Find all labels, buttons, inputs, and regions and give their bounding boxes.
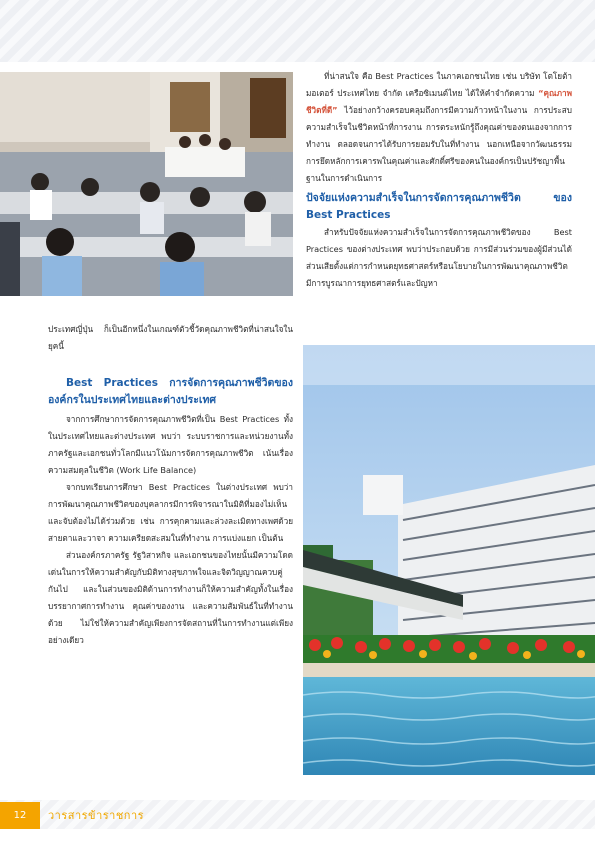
right-paragraph-1	[306, 68, 572, 187]
left-spill-paragraph: ประเทศญี่ปุ่น ก็เป็นอีกหนึ่งในเกณฑ์ตัวชี้วัดคุณภาพชีวิตที่น่าสนใจในยุคนี้	[48, 324, 293, 351]
left-column-text	[48, 375, 293, 649]
page-number: 12	[0, 802, 40, 829]
left-spill-text	[48, 321, 293, 355]
building-pool-photo	[303, 345, 595, 775]
right-column-text	[306, 68, 572, 292]
right-paragraph-2: สำหรับปัจจัยแห่งความสำเร็จในการจัดการคุณภาพชีวิตของ Best Practices ของต่างประเทศ พบว่าประกอบด้วย การมีส่วนร่วมของผู้มีส่วนได้ส่วนเสียตั้งแต่การกำหนดยุทธศาสตร์หรือนโยบายในการพัฒนาคุณภาพชีวิต มีการบูรณาการยุทธศาสตร์และปัญหา	[306, 227, 572, 288]
seminar-photo	[0, 72, 293, 296]
journal-title: วารสารข้าราชการ	[48, 809, 145, 822]
left-paragraph-2: จากบทเรียนการศึกษา Best Practices ในต่างประเทศ พบว่า การพัฒนาคุณภาพชีวิตของบุคลากรมีการพิจารณาในมิติที่มองไม่เห็นและจับต้องไม่ได้ร่วมด้วย เช่น การคุกคามและล่วงละเมิดทางเพศด้วยสายตาและวาจา ความเครียดสะสมในที่ทำงาน การแบ่งแยก เป็นต้น	[48, 482, 293, 543]
header-pattern-band	[0, 0, 595, 62]
success-factors-heading: ปัจจัยแห่งความสำเร็จในการจัดการคุณภาพชีวิต ของ Best Practices	[306, 192, 572, 221]
best-practices-heading: Best Practices การจัดการคุณภาพชีวิตขององค์กรในประเทศไทยและต่างประเทศ	[48, 377, 293, 406]
left-paragraph-3: ส่วนองค์กรภาครัฐ รัฐวิสาหกิจ และเอกชนของไทยนั้นมีความโดดเด่นในการให้ความสำคัญกับมิติทางสุขภาพใจและจิตวิญญาณควบคู่กันไป และในส่วนของมิติด้านการทำงานก็ให้ความสำคัญทั้งในเรื่องบรรยากาศการทำงาน คุณค่าของงาน และความสัมพันธ์ในที่ทำงานด้วย ไม่ใช่ให้ความสำคัญเพียงการจัดสถานที่ในการทำงานแต่เพียงอย่างเดียว	[48, 550, 293, 645]
right-paragraph-1-end: ไว้อย่างกว้างครอบคลุมถึงการมีความก้าวหน้าในงาน การประสบความสำเร็จในชีวิตหน้าที่การงาน การตระหนักรู้ถึงคุณค่าของตนเองจากการทำงาน ตลอดจนการได้รับการยอมรับในที่ทำงาน นอกเหนือจากวัฒนธรรมการยึดหลักการเคารพในคุณค่าและศักดิ์ศรีของคนในองค์กรเป็นปรัชญาพื้นฐานในการดำเนินการ	[306, 105, 572, 183]
left-paragraph-1: จากการศึกษาการจัดการคุณภาพชีวิตที่เป็น Best Practices ทั้งในประเทศไทยและต่างประเทศ พบว่า ระบบราชการและหน่วยงานทั้งภาครัฐและเอกชนทั่วโลกมีแนวโน้มการจัดการคุณภาพชีวิต เน้นเรื่องความสมดุลในชีวิต (Work Life Balance)	[48, 414, 293, 475]
right-paragraph-1-start: ที่น่าสนใจ คือ Best Practices ในภาคเอกชนไทย เช่น บริษัท โตโยต้า มอเตอร์ ประเทศไทย จำกัด เครือซิเมนต์ไทย ได้ให้คำจำกัดความ	[306, 71, 572, 98]
quality-of-life-highlight: “คุณภาพชีวิตที่ดี”	[306, 88, 572, 115]
